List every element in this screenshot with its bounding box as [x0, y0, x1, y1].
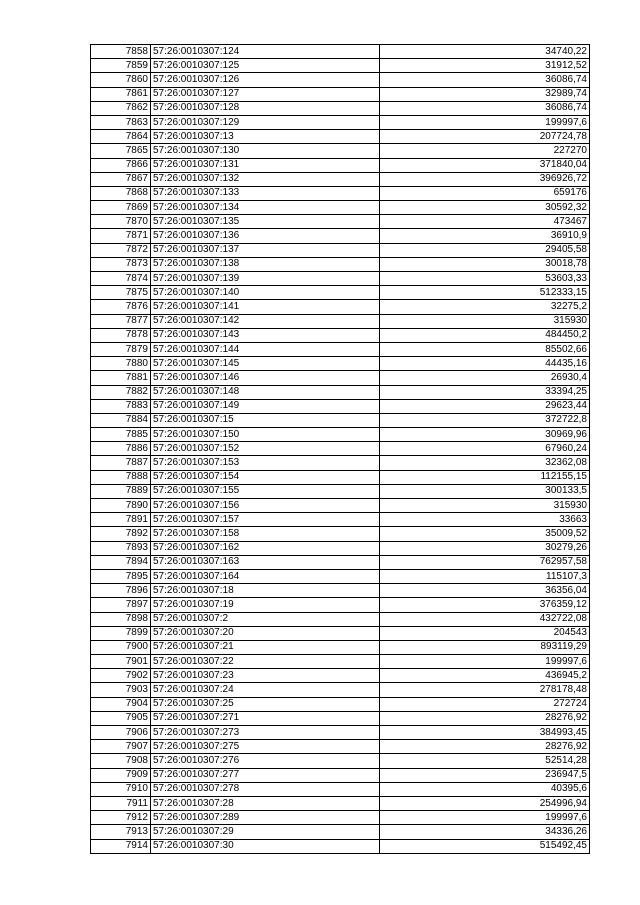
value-cell: 36086,74	[380, 101, 590, 115]
value-cell: 32275,2	[380, 300, 590, 314]
table-row	[91, 328, 590, 342]
cadastral-number-cell: 57:26:0010307:137	[151, 243, 380, 257]
table-row	[91, 569, 590, 583]
table-row	[91, 342, 590, 356]
cadastral-number-cell: 57:26:0010307:29	[151, 825, 380, 839]
row-number-cell: 7892	[91, 527, 151, 541]
value-cell: 33663	[380, 513, 590, 527]
value-cell: 204543	[380, 626, 590, 640]
row-number-cell: 7907	[91, 740, 151, 754]
cadastral-number-cell: 57:26:0010307:134	[151, 201, 380, 215]
value-cell: 659176	[380, 186, 590, 200]
cadastral-number-cell: 57:26:0010307:24	[151, 683, 380, 697]
cadastral-number-cell: 57:26:0010307:136	[151, 229, 380, 243]
value-cell: 29405,58	[380, 243, 590, 257]
cadastral-number-cell: 57:26:0010307:22	[151, 655, 380, 669]
row-number-cell: 7870	[91, 215, 151, 229]
value-cell: 199997,6	[380, 655, 590, 669]
table-row	[91, 541, 590, 555]
row-number-cell: 7883	[91, 399, 151, 413]
value-cell: 30279,26	[380, 541, 590, 555]
row-number-cell: 7873	[91, 257, 151, 271]
value-cell: 315930	[380, 314, 590, 328]
value-cell: 52514,28	[380, 754, 590, 768]
row-number-cell: 7911	[91, 796, 151, 810]
cadastral-number-cell: 57:26:0010307:157	[151, 513, 380, 527]
table-row	[91, 626, 590, 640]
cadastral-number-cell: 57:26:0010307:146	[151, 371, 380, 385]
table-row	[91, 243, 590, 257]
table-row	[91, 172, 590, 186]
cadastral-number-cell: 57:26:0010307:152	[151, 442, 380, 456]
row-number-cell: 7900	[91, 640, 151, 654]
table-row	[91, 413, 590, 427]
cadastral-value-table	[90, 44, 590, 854]
row-number-cell: 7894	[91, 555, 151, 569]
row-number-cell: 7866	[91, 158, 151, 172]
row-number-cell: 7871	[91, 229, 151, 243]
table-row	[91, 186, 590, 200]
value-cell: 32362,08	[380, 456, 590, 470]
cadastral-number-cell: 57:26:0010307:162	[151, 541, 380, 555]
cadastral-number-cell: 57:26:0010307:278	[151, 782, 380, 796]
value-cell: 28276,92	[380, 711, 590, 725]
table-row	[91, 470, 590, 484]
cadastral-number-cell: 57:26:0010307:128	[151, 101, 380, 115]
table-row	[91, 257, 590, 271]
cadastral-number-cell: 57:26:0010307:133	[151, 186, 380, 200]
cadastral-number-cell: 57:26:0010307:149	[151, 399, 380, 413]
cadastral-number-cell: 57:26:0010307:25	[151, 697, 380, 711]
value-cell: 35009,52	[380, 527, 590, 541]
row-number-cell: 7869	[91, 201, 151, 215]
row-number-cell: 7908	[91, 754, 151, 768]
row-number-cell: 7899	[91, 626, 151, 640]
value-cell: 30592,32	[380, 201, 590, 215]
value-cell: 372722,8	[380, 413, 590, 427]
row-number-cell: 7858	[91, 45, 151, 59]
value-cell: 36086,74	[380, 73, 590, 87]
value-cell: 28276,92	[380, 740, 590, 754]
table-row	[91, 584, 590, 598]
row-number-cell: 7861	[91, 87, 151, 101]
row-number-cell: 7864	[91, 130, 151, 144]
row-number-cell: 7863	[91, 115, 151, 129]
value-cell: 32989,74	[380, 87, 590, 101]
table-row	[91, 115, 590, 129]
table-row	[91, 527, 590, 541]
cadastral-number-cell: 57:26:0010307:158	[151, 527, 380, 541]
row-number-cell: 7889	[91, 484, 151, 498]
value-cell: 34740,22	[380, 45, 590, 59]
table-row	[91, 697, 590, 711]
value-cell: 236947,5	[380, 768, 590, 782]
row-number-cell: 7860	[91, 73, 151, 87]
row-number-cell: 7910	[91, 782, 151, 796]
cadastral-number-cell: 57:26:0010307:131	[151, 158, 380, 172]
row-number-cell: 7877	[91, 314, 151, 328]
cadastral-number-cell: 57:26:0010307:21	[151, 640, 380, 654]
cadastral-number-cell: 57:26:0010307:145	[151, 357, 380, 371]
value-cell: 34336,26	[380, 825, 590, 839]
value-cell: 396926,72	[380, 172, 590, 186]
row-number-cell: 7905	[91, 711, 151, 725]
value-cell: 199997,6	[380, 115, 590, 129]
value-cell: 53603,33	[380, 272, 590, 286]
cadastral-number-cell: 57:26:0010307:23	[151, 669, 380, 683]
cadastral-number-cell: 57:26:0010307:18	[151, 584, 380, 598]
value-cell: 254996,94	[380, 796, 590, 810]
row-number-cell: 7895	[91, 569, 151, 583]
row-number-cell: 7878	[91, 328, 151, 342]
table-row	[91, 130, 590, 144]
row-number-cell: 7896	[91, 584, 151, 598]
cadastral-number-cell: 57:26:0010307:125	[151, 59, 380, 73]
table-row	[91, 428, 590, 442]
value-cell: 473467	[380, 215, 590, 229]
row-number-cell: 7884	[91, 413, 151, 427]
row-number-cell: 7882	[91, 385, 151, 399]
cadastral-number-cell: 57:26:0010307:143	[151, 328, 380, 342]
table-row	[91, 286, 590, 300]
value-cell: 40395,6	[380, 782, 590, 796]
value-cell: 85502,66	[380, 342, 590, 356]
value-cell: 384993,45	[380, 726, 590, 740]
value-cell: 36356,04	[380, 584, 590, 598]
cadastral-number-cell: 57:26:0010307:130	[151, 144, 380, 158]
row-number-cell: 7859	[91, 59, 151, 73]
value-cell: 207724,78	[380, 130, 590, 144]
table-row	[91, 45, 590, 59]
row-number-cell: 7891	[91, 513, 151, 527]
table-row	[91, 442, 590, 456]
table-row	[91, 655, 590, 669]
table-row	[91, 399, 590, 413]
table-row	[91, 669, 590, 683]
table-row	[91, 314, 590, 328]
row-number-cell: 7868	[91, 186, 151, 200]
table-row	[91, 158, 590, 172]
cadastral-number-cell: 57:26:0010307:153	[151, 456, 380, 470]
row-number-cell: 7898	[91, 612, 151, 626]
table-row	[91, 782, 590, 796]
cadastral-number-cell: 57:26:0010307:276	[151, 754, 380, 768]
row-number-cell: 7909	[91, 768, 151, 782]
table-row	[91, 754, 590, 768]
cadastral-number-cell: 57:26:0010307:141	[151, 300, 380, 314]
value-cell: 29623,44	[380, 399, 590, 413]
table-row	[91, 711, 590, 725]
row-number-cell: 7862	[91, 101, 151, 115]
value-cell: 762957,58	[380, 555, 590, 569]
table-row	[91, 768, 590, 782]
value-cell: 30969,96	[380, 428, 590, 442]
value-cell: 315930	[380, 499, 590, 513]
table-row	[91, 385, 590, 399]
table-row	[91, 484, 590, 498]
table-row	[91, 598, 590, 612]
table-row	[91, 144, 590, 158]
value-cell: 300133,5	[380, 484, 590, 498]
cadastral-number-cell: 57:26:0010307:148	[151, 385, 380, 399]
row-number-cell: 7906	[91, 726, 151, 740]
value-cell: 115107,3	[380, 569, 590, 583]
table-row	[91, 215, 590, 229]
value-cell: 36910,9	[380, 229, 590, 243]
value-cell: 515492,45	[380, 839, 590, 853]
row-number-cell: 7879	[91, 342, 151, 356]
row-number-cell: 7886	[91, 442, 151, 456]
table-row	[91, 229, 590, 243]
row-number-cell: 7914	[91, 839, 151, 853]
value-cell: 30018,78	[380, 257, 590, 271]
table-row	[91, 555, 590, 569]
row-number-cell: 7881	[91, 371, 151, 385]
value-cell: 199997,6	[380, 811, 590, 825]
row-number-cell: 7865	[91, 144, 151, 158]
cadastral-number-cell: 57:26:0010307:155	[151, 484, 380, 498]
cadastral-number-cell: 57:26:0010307:156	[151, 499, 380, 513]
cadastral-number-cell: 57:26:0010307:15	[151, 413, 380, 427]
value-cell: 371840,04	[380, 158, 590, 172]
row-number-cell: 7872	[91, 243, 151, 257]
row-number-cell: 7893	[91, 541, 151, 555]
value-cell: 33394,25	[380, 385, 590, 399]
table-row	[91, 811, 590, 825]
value-cell: 436945,2	[380, 669, 590, 683]
value-cell: 272724	[380, 697, 590, 711]
value-cell: 278178,48	[380, 683, 590, 697]
table-row	[91, 87, 590, 101]
value-cell: 432722,08	[380, 612, 590, 626]
cadastral-number-cell: 57:26:0010307:164	[151, 569, 380, 583]
table-row	[91, 456, 590, 470]
table-row	[91, 101, 590, 115]
cadastral-number-cell: 57:26:0010307:275	[151, 740, 380, 754]
row-number-cell: 7901	[91, 655, 151, 669]
row-number-cell: 7875	[91, 286, 151, 300]
cadastral-number-cell: 57:26:0010307:19	[151, 598, 380, 612]
row-number-cell: 7912	[91, 811, 151, 825]
row-number-cell: 7885	[91, 428, 151, 442]
cadastral-number-cell: 57:26:0010307:20	[151, 626, 380, 640]
row-number-cell: 7897	[91, 598, 151, 612]
cadastral-number-cell: 57:26:0010307:2	[151, 612, 380, 626]
row-number-cell: 7888	[91, 470, 151, 484]
cadastral-number-cell: 57:26:0010307:273	[151, 726, 380, 740]
value-cell: 44435,16	[380, 357, 590, 371]
row-number-cell: 7913	[91, 825, 151, 839]
cadastral-number-cell: 57:26:0010307:277	[151, 768, 380, 782]
cadastral-number-cell: 57:26:0010307:13	[151, 130, 380, 144]
table-row	[91, 740, 590, 754]
table-row	[91, 612, 590, 626]
table-row	[91, 726, 590, 740]
cadastral-number-cell: 57:26:0010307:124	[151, 45, 380, 59]
cadastral-number-cell: 57:26:0010307:163	[151, 555, 380, 569]
row-number-cell: 7902	[91, 669, 151, 683]
value-cell: 512333,15	[380, 286, 590, 300]
row-number-cell: 7876	[91, 300, 151, 314]
cadastral-number-cell: 57:26:0010307:140	[151, 286, 380, 300]
table-row	[91, 357, 590, 371]
row-number-cell: 7887	[91, 456, 151, 470]
row-number-cell: 7867	[91, 172, 151, 186]
cadastral-number-cell: 57:26:0010307:127	[151, 87, 380, 101]
table-body	[91, 45, 590, 854]
table-row	[91, 640, 590, 654]
value-cell: 376359,12	[380, 598, 590, 612]
table-row	[91, 371, 590, 385]
table-row	[91, 796, 590, 810]
cadastral-number-cell: 57:26:0010307:138	[151, 257, 380, 271]
table-row	[91, 201, 590, 215]
table-row	[91, 272, 590, 286]
value-cell: 112155,15	[380, 470, 590, 484]
table-row	[91, 73, 590, 87]
cadastral-number-cell: 57:26:0010307:28	[151, 796, 380, 810]
cadastral-number-cell: 57:26:0010307:271	[151, 711, 380, 725]
table-row	[91, 839, 590, 853]
table-row	[91, 683, 590, 697]
row-number-cell: 7880	[91, 357, 151, 371]
value-cell: 893119,29	[380, 640, 590, 654]
value-cell: 26930,4	[380, 371, 590, 385]
cadastral-number-cell: 57:26:0010307:150	[151, 428, 380, 442]
value-cell: 227270	[380, 144, 590, 158]
cadastral-number-cell: 57:26:0010307:139	[151, 272, 380, 286]
table-row	[91, 300, 590, 314]
table-row	[91, 513, 590, 527]
row-number-cell: 7903	[91, 683, 151, 697]
cadastral-number-cell: 57:26:0010307:154	[151, 470, 380, 484]
cadastral-number-cell: 57:26:0010307:289	[151, 811, 380, 825]
table-row	[91, 59, 590, 73]
table-row	[91, 825, 590, 839]
value-cell: 31912,52	[380, 59, 590, 73]
cadastral-number-cell: 57:26:0010307:126	[151, 73, 380, 87]
row-number-cell: 7890	[91, 499, 151, 513]
value-cell: 484450,2	[380, 328, 590, 342]
cadastral-number-cell: 57:26:0010307:30	[151, 839, 380, 853]
value-cell: 67960,24	[380, 442, 590, 456]
row-number-cell: 7904	[91, 697, 151, 711]
cadastral-number-cell: 57:26:0010307:135	[151, 215, 380, 229]
cadastral-number-cell: 57:26:0010307:129	[151, 115, 380, 129]
row-number-cell: 7874	[91, 272, 151, 286]
cadastral-number-cell: 57:26:0010307:142	[151, 314, 380, 328]
cadastral-number-cell: 57:26:0010307:144	[151, 342, 380, 356]
cadastral-number-cell: 57:26:0010307:132	[151, 172, 380, 186]
table-row	[91, 499, 590, 513]
